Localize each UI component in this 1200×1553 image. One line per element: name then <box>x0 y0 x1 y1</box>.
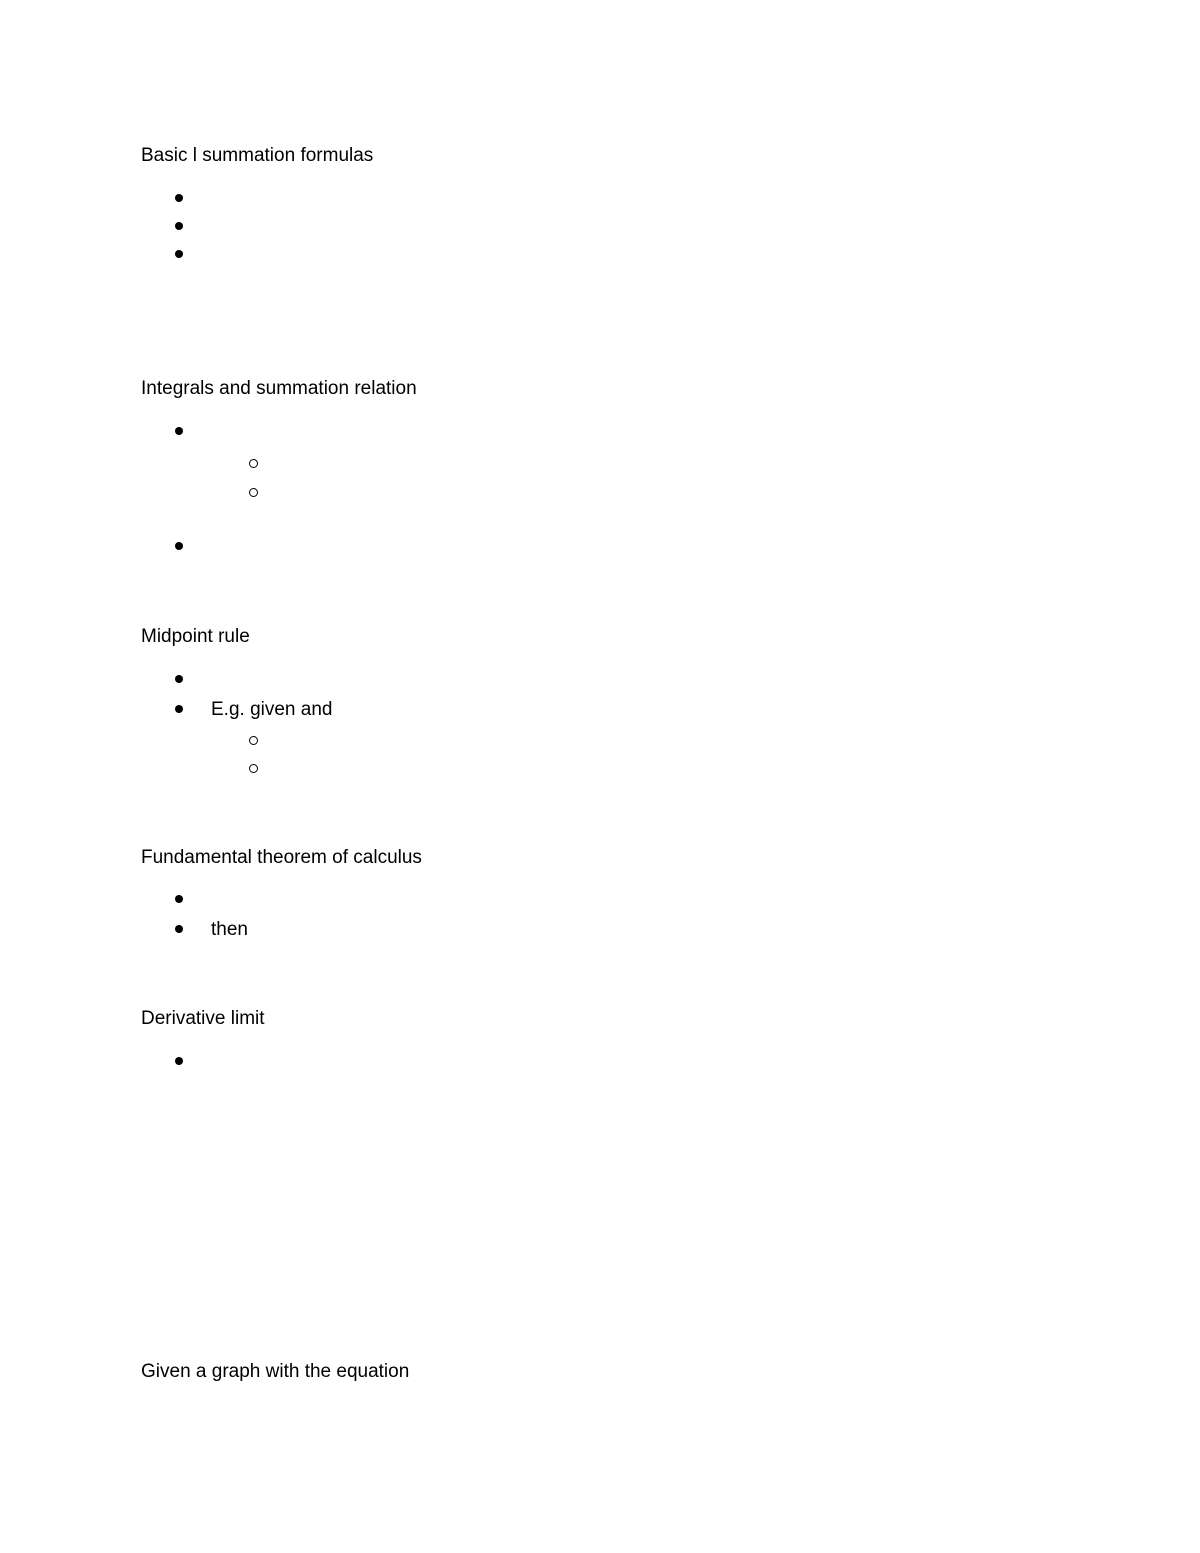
ftc-then-text: then <box>211 919 248 940</box>
bullet-icon <box>175 222 183 230</box>
midpoint-example-text: E.g. given and <box>211 699 333 720</box>
bullet-icon <box>175 675 183 683</box>
bullet-icon <box>175 895 183 903</box>
bullet-icon <box>175 925 183 933</box>
bullet-icon <box>175 250 183 258</box>
sub-bullet-icon <box>249 459 258 468</box>
bullet-icon <box>175 542 183 550</box>
section-heading-midpoint: Midpoint rule <box>141 626 250 647</box>
section-heading-ftc: Fundamental theorem of calculus <box>141 847 422 868</box>
sub-bullet-icon <box>249 488 258 497</box>
section-heading-integrals: Integrals and summation relation <box>141 378 417 399</box>
bullet-icon <box>175 1057 183 1065</box>
section-heading-graph: Given a graph with the equation <box>141 1361 410 1382</box>
section-heading-derivative: Derivative limit <box>141 1008 265 1029</box>
sub-bullet-icon <box>249 764 258 773</box>
bullet-icon <box>175 427 183 435</box>
bullet-icon <box>175 194 183 202</box>
bullet-icon <box>175 705 183 713</box>
section-heading-summation: Basic l summation formulas <box>141 145 374 166</box>
sub-bullet-icon <box>249 736 258 745</box>
